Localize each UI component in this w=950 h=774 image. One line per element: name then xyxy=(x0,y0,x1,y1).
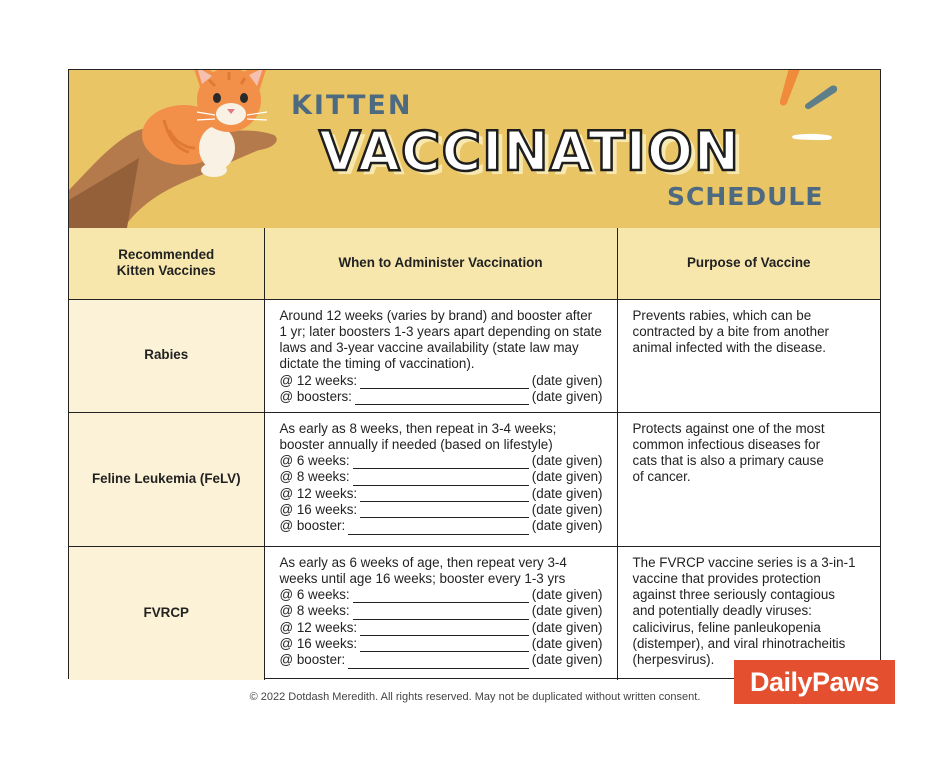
schedule-sheet xyxy=(68,69,881,679)
vaccine-table xyxy=(69,228,880,680)
brush-stroke-decoration xyxy=(769,70,849,153)
date-entry: @ 8 weeks: (date given) xyxy=(279,469,603,485)
column-header-purpose: Purpose of Vaccine xyxy=(617,228,880,299)
when-text: Around 12 weeks (varies by brand) and booster after 1 yr; later boosters 1-3 years apart depending on state laws and 3-year vaccine availability (state law may dictate the timing of vaccination). xyxy=(279,307,602,372)
date-blank[interactable] xyxy=(360,489,529,502)
purpose-cell: Prevents rabies, which can be contracted by a bite from another animal infected with the disease. xyxy=(617,299,880,412)
date-blank[interactable] xyxy=(353,456,529,469)
title-schedule: SCHEDULE xyxy=(667,182,824,211)
date-blank[interactable] xyxy=(348,522,529,535)
date-blank[interactable] xyxy=(360,505,529,518)
purpose-cell: Protects against one of the most common infectious diseases for cats that is also a primary cause of cancer. xyxy=(617,412,880,546)
date-entry: @ booster: (date given) xyxy=(279,652,603,668)
when-cell xyxy=(264,412,617,546)
column-header-when: When to Administer Vaccination xyxy=(264,228,617,299)
column-header-vaccines: Recommended Kitten Vaccines xyxy=(69,228,264,299)
date-entry: @ 12 weeks: (date given) xyxy=(279,485,603,501)
title-vaccination: VACCINATION xyxy=(319,120,741,183)
title-kitten: KITTEN xyxy=(291,90,413,121)
vaccine-name: Feline Leukemia (FeLV) xyxy=(69,412,264,546)
date-entry: @ 12 weeks: (date given) xyxy=(279,619,603,635)
date-blank[interactable] xyxy=(353,607,529,620)
date-blank[interactable] xyxy=(353,590,529,603)
date-entry: @ booster: (date given) xyxy=(279,518,603,534)
date-entry: @ 8 weeks: (date given) xyxy=(279,603,603,619)
table-row xyxy=(69,412,880,546)
table-header-row xyxy=(69,228,880,299)
date-blank[interactable] xyxy=(360,376,529,389)
date-blank[interactable] xyxy=(360,639,529,652)
copyright-notice: © 2022 Dotdash Meredith. All rights reserved. May not be duplicated without written consent. xyxy=(249,691,701,703)
date-entry: @ 6 weeks: (date given) xyxy=(279,587,603,603)
date-entry: @ 6 weeks: (date given) xyxy=(279,453,603,469)
header-banner xyxy=(69,70,880,229)
date-blank[interactable] xyxy=(355,392,529,405)
date-entry: @ 16 weeks: (date given) xyxy=(279,635,603,651)
when-text: As early as 8 weeks, then repeat in 3-4 weeks; booster annually if needed (based on lifestyle) xyxy=(279,420,557,452)
vaccine-name: Rabies xyxy=(69,299,264,412)
when-cell xyxy=(264,546,617,680)
date-blank[interactable] xyxy=(360,623,529,636)
when-cell xyxy=(264,299,617,412)
date-entry: @ 12 weeks: (date given) xyxy=(279,372,603,388)
date-blank[interactable] xyxy=(353,473,529,486)
when-text: As early as 6 weeks of age, then repeat very 3-4 weeks until age 16 weeks; booster every 1-3 yrs xyxy=(279,554,567,586)
date-blank[interactable] xyxy=(348,656,529,669)
date-entry: @ boosters: (date given) xyxy=(279,388,603,404)
purpose-cell: The FVRCP vaccine series is a 3-in-1 vaccine that provides protection against three seriously contagious and potentially deadly viruses: calicivirus, feline panleukopenia (distemper), and viral rhinotracheitis (herpesvirus). xyxy=(617,546,880,680)
dailypaws-logo: DailyPaws xyxy=(734,660,895,704)
table-row xyxy=(69,299,880,412)
kitten-in-hand-illustration xyxy=(69,70,299,229)
date-entry: @ 16 weeks: (date given) xyxy=(279,501,603,517)
vaccine-name: FVRCP xyxy=(69,546,264,680)
